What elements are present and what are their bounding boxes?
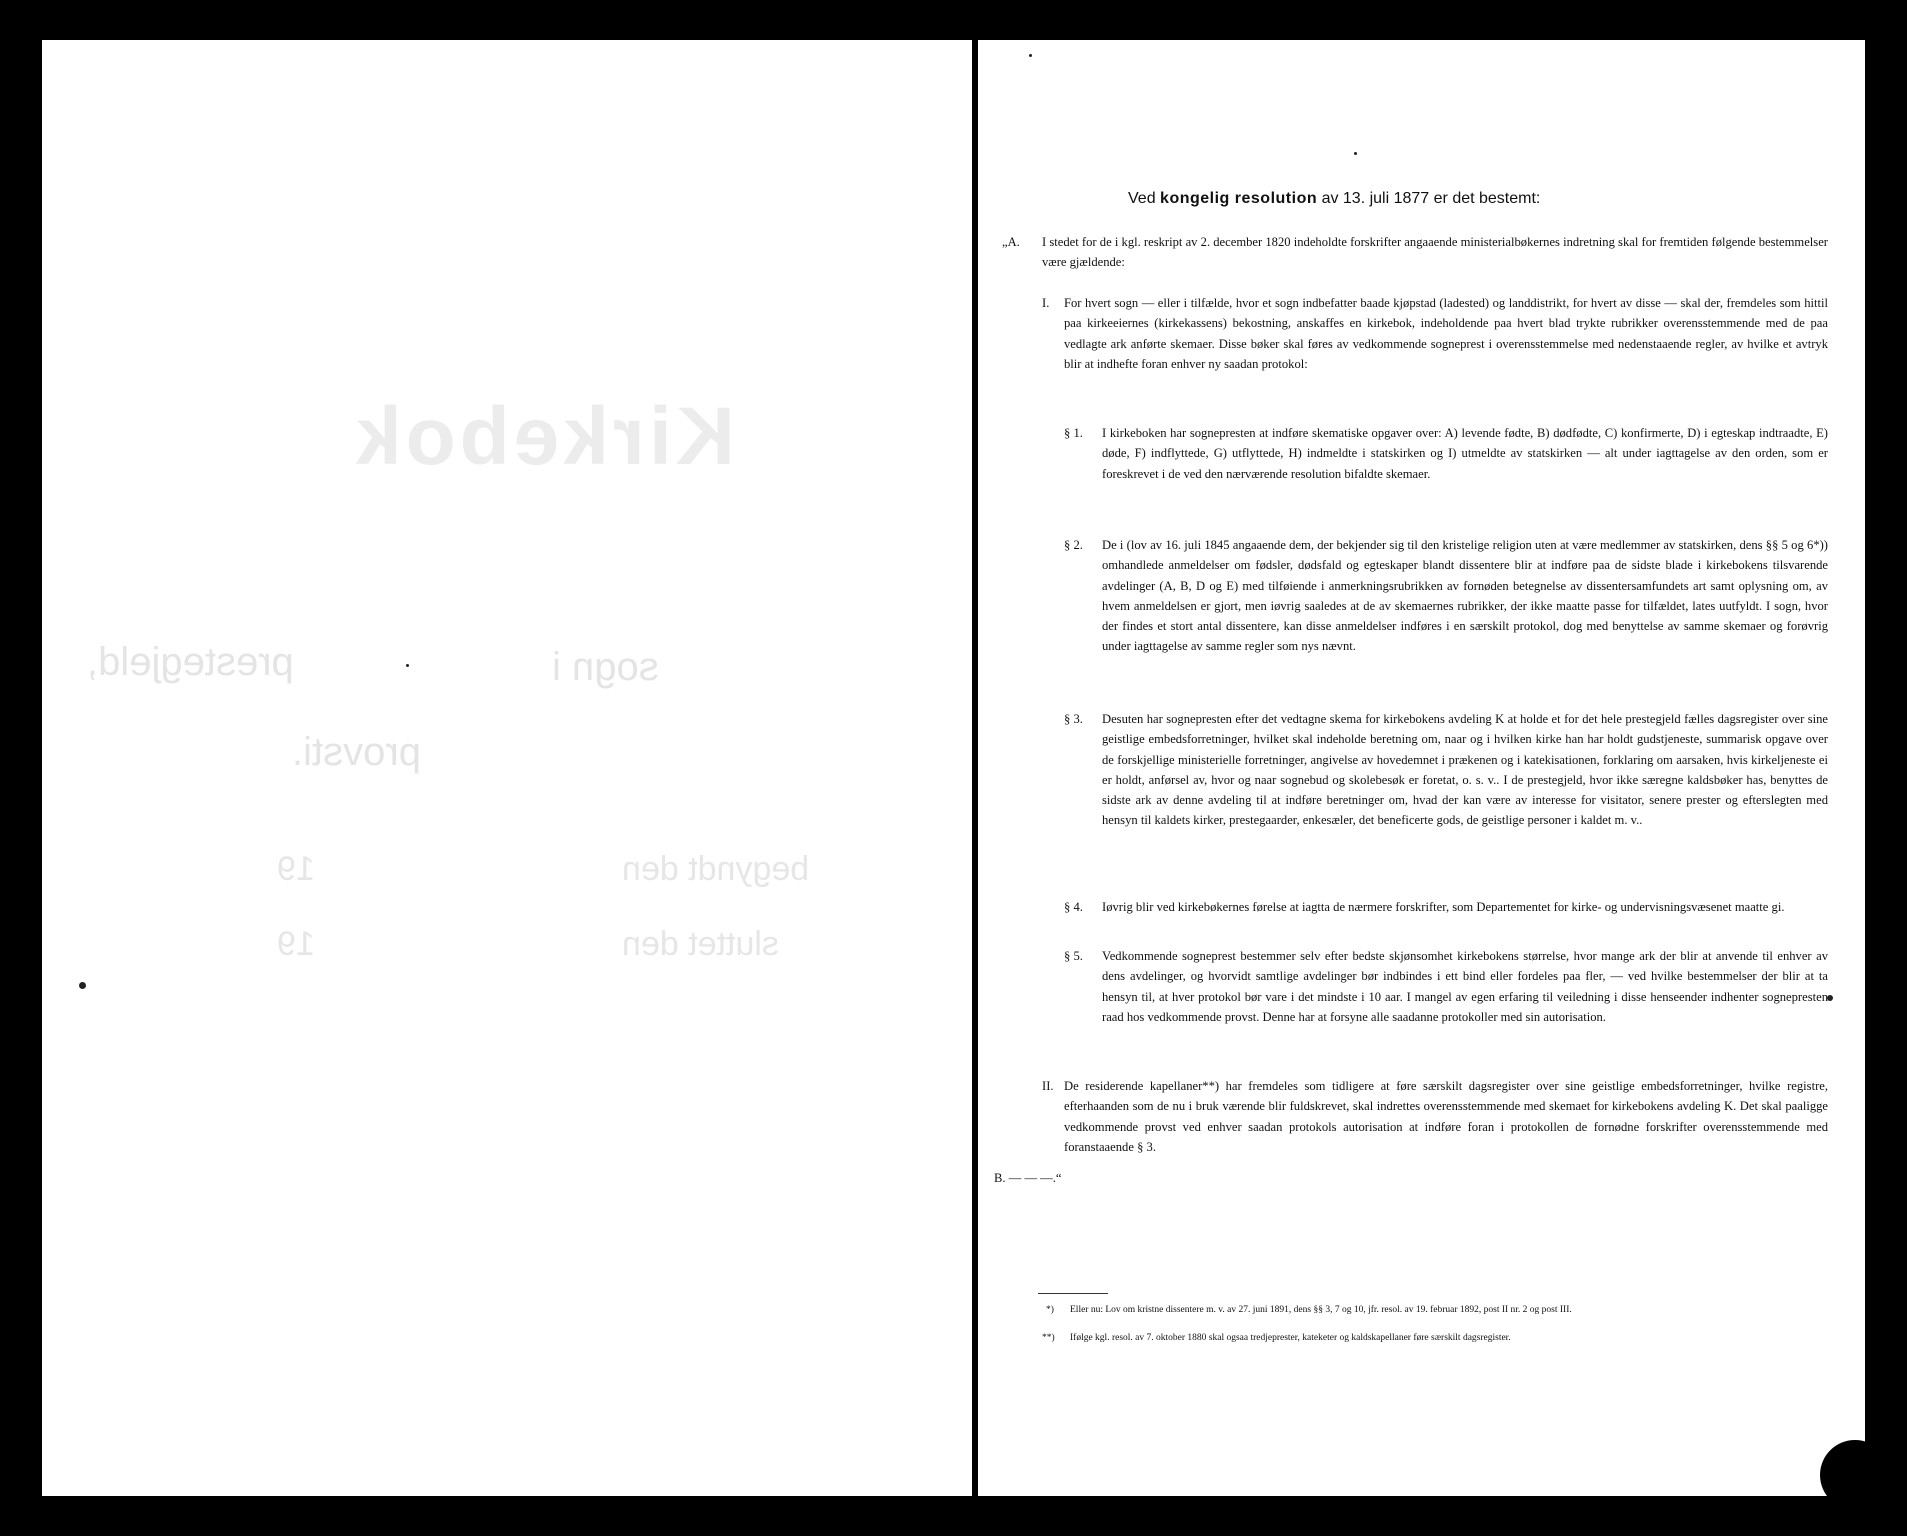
speck [406,664,409,667]
heading-post: av 13. juli 1877 er det bestemt: [1321,190,1541,207]
part-ii-text: De residerende kapellaner**) har fremdeles som tidligere at føre særskilt dagsregister over sine geistlige embedsforretninger, hvilke registre, efterhaanden som de nu i bruk værende blir fuldskrevet, skal indrettes overensstemmende med skemaet for kirkebokens avdeling K. Det skal paaligge vedkommende provst ved enhver saadan protokols autorisation at indføre foran i protokollen de fornødne forskrifter overensstemmende med foranstaaende § 3. [1064,1079,1828,1154]
part-i-text: For hvert sogn — eller i tilfælde, hvor et sogn indbefatter baade kjøpstad (ladested) og landdistrikt, for hvert av disse — skal der, fremdeles som hittil paa kirkeeiernes (kirkekassens) bekostning, anskaffes en kirkebok, indeholdende paa hvert blad trykte rubrikker overensstemmende med de paa vedlagte ark anførte skemaer. Disse bøker skal føres av vedkommende sogneprest i overensstemmelse med nedenstaaende regler, av hvilke et avtryk blir at indhefte foran enhver ny saadan protokol: [1064,296,1828,371]
para5-text: Vedkommende sogneprest bestemmer selv efter bedste skjønsomhet kirkebokens størrelse, hvor mange ark der blir at anvende til enhver av dens avdelinger, og hvorvidt samtlige avdelinger bør indbindes i ett bind eller fordeles paa fler, — ved hvilke bestemmelser der blir at ta hensyn til, at hver protokol bør vare i det mindste i 10 aar. I mangel av egen erfaring til veiledning i disse henseender indhenter sognepresten raad hos vedkommende provst. Denne har at forsyne alle saadanne protokoller med sin autorisation. [1102,949,1828,1024]
footnote1-text: Eller nu: Lov om kristne dissentere m. v. av 27. juni 1891, dens §§ 3, 7 og 10, jfr. resol. av 19. februar 1892, post II nr. 2 og post III. [1070,1305,1572,1315]
ghost-sogn: sogn i [552,645,659,689]
footnote-rule [1038,1293,1108,1294]
footnote2-text: Ifølge kgl. resol. av 7. oktober 1880 skal ogsaa tredjeprester, kateketer og kaldskapellaner føre særskilt dagsregister. [1070,1333,1511,1343]
para1-label: § 1. [1064,426,1083,440]
para5-label: § 5. [1064,949,1083,963]
speck [1029,54,1032,57]
ghost-sluttet: sluttet den [622,925,779,963]
left-page [42,40,972,1496]
section-b: B. — — —.“ [994,1171,1062,1185]
ghost-title: Kirkebok [352,391,735,482]
para2-text: De i (lov av 16. juli 1845 angaaende dem, der bekjender sig til den kristelige religion uten at være medlemmer av statskirken, dens §§ 5 og 6*)) omhandlede anmeldelser om fødsler, dødsfald og egteskaper blandt dissentere blir at indføre paa de sidste blade i kirkebokens tilsvarende avdelinger (A, B, D og E) med tilføiende i anmerkningsrubrikken av fornøden betegnelse av dissentersamfundets art samt oplysning om, av hvem anmeldelsen er gjort, men iøvrig saaledes at de av skemaernes rubrikker, der ikke maatte passe for tilfældet, lates uutfyldt. I sogn, hvor der findes et stort antal dissentere, kan disse anmeldelser indføres i en særskilt protokol, dog med benyttelse av samme skemaer og forøvrig under iagttagelse av samme regler som nys nævnt. [1102,538,1828,654]
heading-pre: Ved [1128,190,1156,207]
section-a-label: „A. [1002,235,1020,249]
ghost-begyndt: begyndt den [622,850,810,888]
page-corner-shadow [1820,1440,1890,1510]
para3-text: Desuten har sognepresten efter det vedtagne skema for kirkebokens avdeling K at holde et for det hele prestegjeld fælles dagsregister over sine geistlige embedsforretninger, hvilket skal indeholde beretning om, naar og i hvilken kirke han har holdt gudstjeneste, summarisk opgave over de forskjellige ministerielle forretninger, angivelse av hovedemnet i prækenen og i katekisationen, forklaring om aarsaken, hvis kirkeljeneste ei er holdt, anførsel av, hvor og naar sognebud og skolebesøk er foretat, o. s. v.. I de prestegjeld, hvor ikke særegne kaldsbøker has, benyttes de sidste ark av denne avdeling til at indføre beretninger om, hvad der kan være av interesse for visitator, senere prester og efterslegten med hensyn til kaldets kirker, prestegaarder, enkesæler, det beneficerte gods, de geistlige personer i kaldet m. v.. [1102,712,1828,828]
ghost-prestegjeld: prestegjeld, [87,640,294,684]
resolution-heading [1128,190,1728,208]
ghost-provsti: provsti. [292,730,421,774]
part-ii-label: II. [1042,1079,1054,1093]
right-page [978,40,1865,1496]
para2-label: § 2. [1064,538,1083,552]
speck [1354,152,1357,155]
part-i-label: I. [1042,296,1050,310]
para4-text: Iøvrig blir ved kirkebøkernes førelse at iagtta de nærmere forskrifter, som Departementet for kirke- og undervisningsvæsenet maatte gi. [1102,900,1785,914]
para1-text: I kirkeboken har sognepresten at indføre skematiske opgaver over: A) levende fødte, B) dødfødte, C) konfirmerte, D) i egteskap indtraadte, E) døde, F) indflyttede, G) utflyttede, H) indmeldte i statskirken og I) utmeldte av statskirken — alt under iagttagelse av den orden, som er foreskrevet i de ved den nærværende resolution bifaldte skemaer. [1102,426,1828,481]
speck [79,982,86,989]
footnote2-mark: **) [1042,1333,1055,1343]
heading-bold: kongelig resolution [1160,190,1318,207]
section-a-intro: I stedet for de i kgl. reskript av 2. december 1820 indeholdte forskrifter angaaende ministerialbøkernes indretning skal for fremtiden følgende bestemmelser være gjældende: [1042,235,1828,270]
para4-label: § 4. [1064,900,1083,914]
ghost-begyndt-year: 19 [277,850,315,888]
ghost-sluttet-year: 19 [277,925,315,963]
footnote1-mark: *) [1046,1305,1054,1315]
para3-label: § 3. [1064,712,1083,726]
